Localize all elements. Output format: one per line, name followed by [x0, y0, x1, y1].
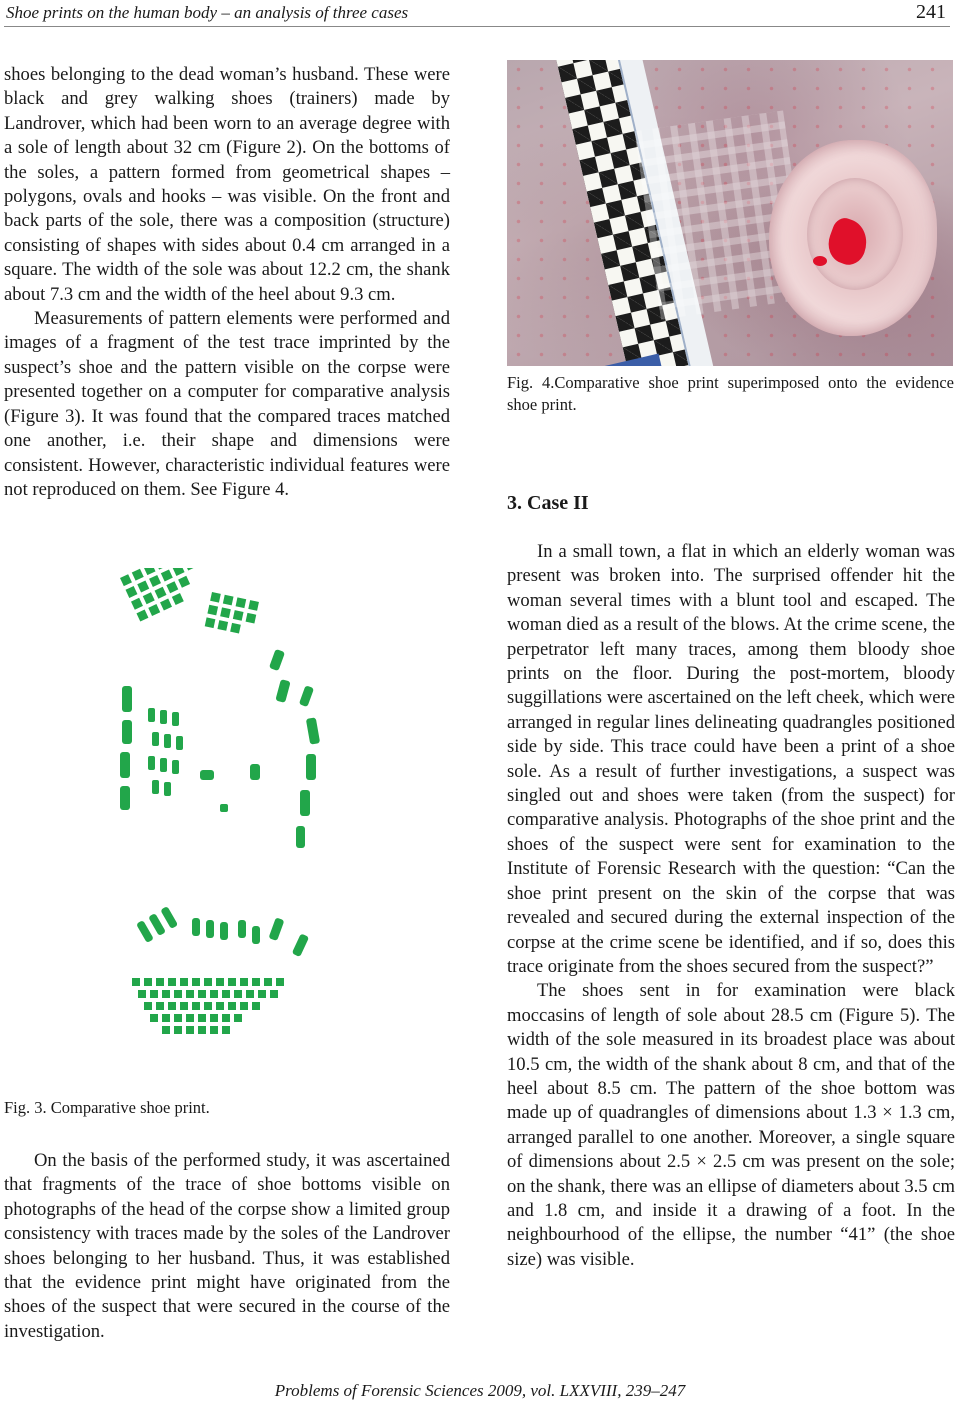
paragraph: The shoes sent in for examination were black moccasins of length of sole about 28.5 cm (Figure 5). The width of the sole measured in its broadest place was about 10.5 cm, the width of the shank about 8 cm, and that of the heel about 8.5 cm. The pattern of the shoe bottom was made up of quadrangles of dimensions about 1.3 × 1.3 cm, arranged parallel to one another. Moreover, a single square of dimensions about 2.5 × 2.5 cm was present on the sole; on the shank, there was an ellipse of diameters about 3.5 cm and 1.8 cm, and inside it a drawing of a foot. In the neighbourhood of the ellipse, the number “41” (the shoe size) was visible. — [507, 980, 955, 1270]
paragraph: On the basis of the performed study, it was ascertained that fragments of the trace of shoe bottoms visible on photographs of the head of the corpse show a limited group consistency with traces made by the soles of the Landrover shoes belonging to her husband. Thus, it was established that the evidence print might have originated from the shoes of the suspect that were secured in the course of the investigation. — [4, 1150, 450, 1342]
paragraph: In a small town, a flat in which an elderly woman was present was broken into. The surprised offender hit the woman several times with a blunt tool and escaped. The woman died as a result of the blows. At the crime scene, the perpetrator left many traces, among them bloody shoe prints on the floor. During the post-mortem, bloody suggillations were ascertained on the left cheek, which were arranged in regular lines delineating quadrangles positioned side by side. This trace could have been a print of a shoe sole. As a result of further investigations, a suspect was singled out and shoes were taken (from the suspect) for comparative analysis. Photographs of the shoe print and the shoes of the suspect were sent for examination to the Institute of Forensic Research with the question: “Can the shoe print present on the skin of the corpse that was revealed and secured during the external inspection of the corpse at the crime scene be identified, and if so, does this trace originate from the shoes secured from the suspect?” — [507, 541, 955, 977]
right-column — [507, 540, 955, 1272]
figure-4-caption: Fig. 4.Comparative shoe print superimposed onto the evidence shoe print. — [507, 373, 954, 414]
left-column-bottom — [4, 1149, 450, 1344]
paragraph: Measurements of pattern elements were performed and images of a fragment of the test trace imprinted by the suspect’s shoe and the pattern visible on the corpse were presented together on a computer for comparative analysis (Figure 3). It was found that the compared traces matched one another, i.e. their shape and dimensions were consistent. However, characteristic individual features were not reproduced on them. See Figure 4. — [4, 308, 450, 500]
running-header — [4, 0, 950, 27]
running-title: Shoe prints on the human body – an analysis of three cases — [6, 3, 409, 22]
page-number: 241 — [916, 1, 946, 23]
journal-footer: Problems of Forensic Sciences 2009, vol. LXXVIII, 239–247 — [274, 1381, 686, 1400]
left-column-top — [4, 63, 450, 502]
figure-4-photo — [507, 60, 953, 366]
wound-small — [813, 256, 827, 266]
figure-3-caption: Fig. 3. Comparative shoe print. — [4, 1098, 210, 1117]
figure-3-shoe-print — [100, 568, 360, 1088]
paragraph: shoes belonging to the dead woman’s husband. These were black and grey walking shoes (trainers) made by Landrover, which had been worn to an average degree with a sole of length about 32 cm (Figure 2). On the bottoms of the soles, a pattern formed from geometrical shapes – polygons, ovals and hooks – was visible. On the front and back parts of the sole, there was a composition (structure) consisting of shapes with sides about 0.4 cm arranged in a square. The width of the sole was about 12.2 cm, the shank about 7.3 cm and the width of the heel about 9.3 cm. — [4, 64, 450, 305]
section-heading: 3. Case II — [507, 492, 589, 514]
